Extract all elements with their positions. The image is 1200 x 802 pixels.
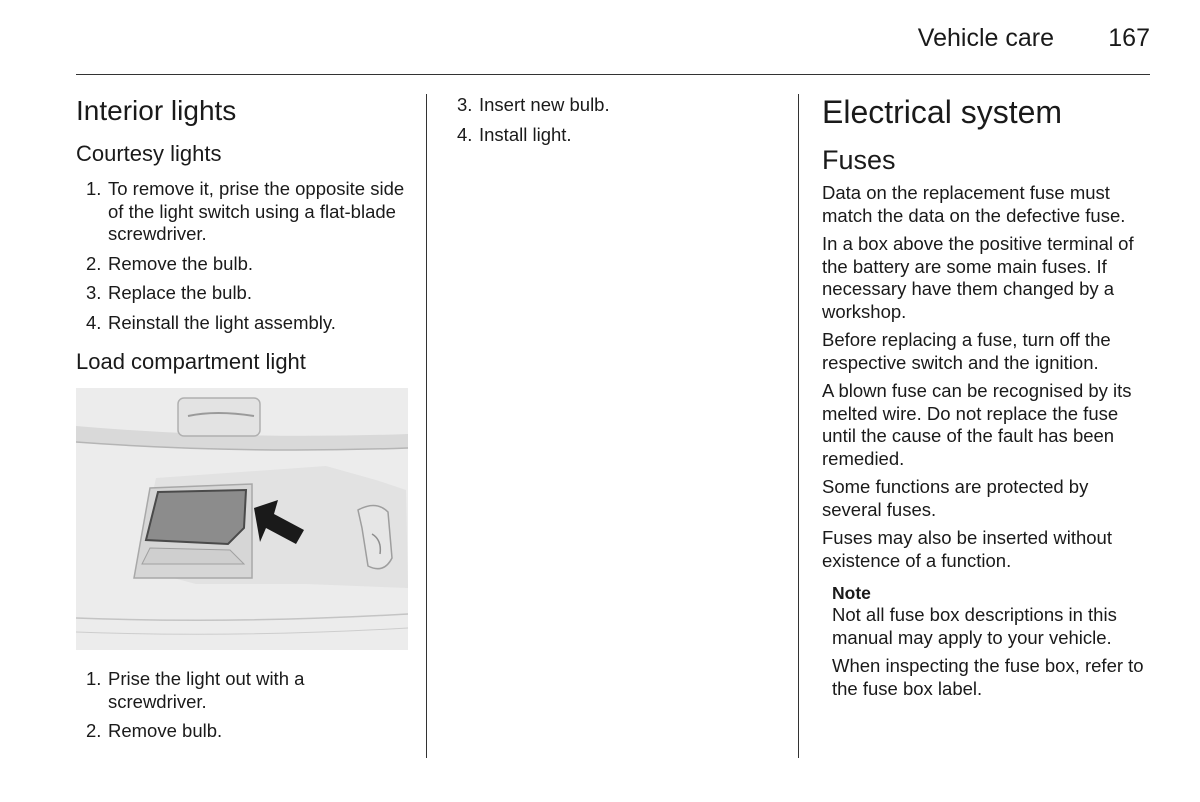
courtesy-steps-list	[76, 178, 408, 334]
header-section-title: Vehicle care	[917, 24, 1054, 52]
column-divider-right	[798, 94, 799, 758]
paragraph: Fuses may also be inserted without existence of a function.	[822, 527, 1112, 571]
paragraph: In a box above the positive terminal of the battery are some main fuses. If necessary have them changed by a workshop.	[822, 233, 1134, 322]
list-item: 1. Prise the light out with a screwdriver.	[86, 668, 305, 712]
load-compartment-light-illustration	[76, 388, 408, 650]
column-2	[457, 94, 777, 153]
heading-load-compartment-light: Load compartment light	[76, 349, 306, 374]
paragraph: A blown fuse can be recognised by its melted wire. Do not replace the fuse until the cause of the fault has been remedied.	[822, 380, 1132, 469]
load-compartment-steps-list-a	[76, 668, 408, 743]
column-1	[76, 94, 408, 750]
load-compartment-steps-list-b	[457, 94, 777, 146]
column-divider-left	[426, 94, 427, 758]
fuses-body	[822, 182, 1152, 572]
note-block	[832, 582, 1152, 700]
paragraph: Before replacing a fuse, turn off the respective switch and the ignition.	[822, 329, 1111, 373]
list-item: 2. Remove bulb.	[86, 720, 223, 741]
list-item: 4. Reinstall the light assembly.	[86, 311, 336, 333]
header-divider	[76, 74, 1150, 75]
list-item: 1. To remove it, prise the opposite side of the light switch using a flat-blade screwdriver.	[86, 178, 405, 244]
heading-courtesy-lights: Courtesy lights	[76, 141, 222, 166]
note-paragraph: Not all fuse box descriptions in this manual may apply to your vehicle.	[832, 604, 1117, 648]
note-paragraph: When inspecting the fuse box, refer to the fuse box label.	[832, 655, 1144, 699]
heading-electrical-system: Electrical system	[822, 94, 1063, 130]
list-item: 4. Install light.	[457, 123, 572, 145]
heading-fuses: Fuses	[822, 145, 896, 175]
column-3	[822, 94, 1152, 706]
list-item: 2. Remove the bulb.	[86, 252, 254, 274]
heading-interior-lights: Interior lights	[76, 95, 237, 126]
paragraph: Data on the replacement fuse must match the data on the defective fuse.	[822, 182, 1126, 226]
note-title: Note	[832, 583, 871, 603]
list-item: 3. Insert new bulb.	[457, 94, 610, 115]
paragraph: Some functions are protected by several fuses.	[822, 476, 1089, 520]
page-number: 167	[1108, 24, 1150, 52]
list-item: 3. Replace the bulb.	[86, 282, 252, 303]
